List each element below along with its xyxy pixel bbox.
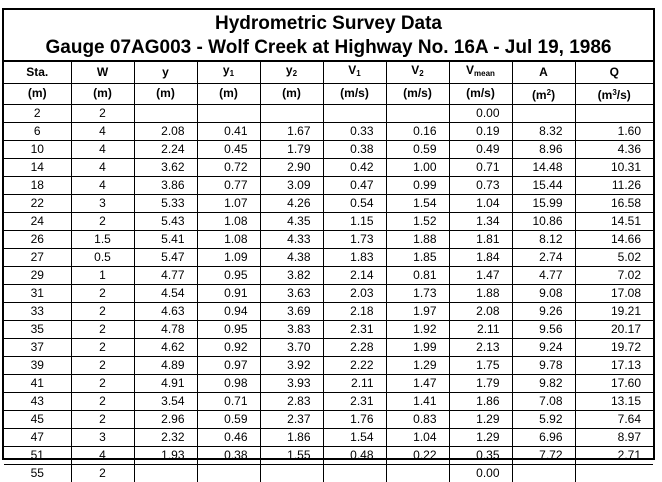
cell-y1: 0.92: [197, 338, 260, 356]
cell-a: [512, 464, 575, 482]
table-row: [4, 338, 653, 356]
cell-y2: 1.55: [260, 446, 323, 464]
cell-v2: 1.85: [386, 248, 449, 266]
table-row: [4, 392, 653, 410]
cell-v2: 1.73: [386, 284, 449, 302]
cell-y2: 4.38: [260, 248, 323, 266]
cell-sta: 31: [4, 284, 71, 302]
cell-vmean: 1.81: [449, 230, 512, 248]
cell-y1: 0.59: [197, 410, 260, 428]
cell-q: 10.31: [575, 158, 653, 176]
cell-vmean: 2.13: [449, 338, 512, 356]
cell-y1: [197, 104, 260, 122]
cell-q: 13.15: [575, 392, 653, 410]
cell-sta: 10: [4, 140, 71, 158]
cell-y2: 4.26: [260, 194, 323, 212]
header-q: Q: [575, 62, 653, 83]
cell-a: 9.82: [512, 374, 575, 392]
cell-w: 4: [71, 446, 134, 464]
cell-a: 10.86: [512, 212, 575, 230]
cell-a: 9.26: [512, 302, 575, 320]
cell-v2: 0.59: [386, 140, 449, 158]
cell-sta: 18: [4, 176, 71, 194]
unit-vmean: (m/s): [449, 83, 512, 104]
cell-y: 4.91: [134, 374, 197, 392]
cell-y2: 3.63: [260, 284, 323, 302]
cell-v1: 0.33: [323, 122, 386, 140]
cell-v1: 2.31: [323, 320, 386, 338]
cell-w: 4: [71, 122, 134, 140]
cell-sta: 33: [4, 302, 71, 320]
cell-a: 9.78: [512, 356, 575, 374]
cell-v1: 0.42: [323, 158, 386, 176]
cell-y: 2.32: [134, 428, 197, 446]
cell-y: 5.43: [134, 212, 197, 230]
cell-sta: 14: [4, 158, 71, 176]
cell-a: 5.92: [512, 410, 575, 428]
cell-y2: 3.93: [260, 374, 323, 392]
cell-a: 7.72: [512, 446, 575, 464]
table-row: [4, 140, 653, 158]
table-row: [4, 446, 653, 464]
cell-sta: 22: [4, 194, 71, 212]
cell-q: 14.51: [575, 212, 653, 230]
cell-vmean: 1.75: [449, 356, 512, 374]
unit-q: $(m^3/s)$: [575, 83, 653, 104]
cell-v1: 1.73: [323, 230, 386, 248]
cell-v2: 1.04: [386, 428, 449, 446]
cell-a: 9.08: [512, 284, 575, 302]
cell-vmean: 0.00: [449, 104, 512, 122]
cell-w: 3: [71, 428, 134, 446]
cell-q: 14.66: [575, 230, 653, 248]
cell-sta: 51: [4, 446, 71, 464]
cell-vmean: 1.29: [449, 428, 512, 446]
cell-vmean: 1.47: [449, 266, 512, 284]
cell-v2: 0.81: [386, 266, 449, 284]
cell-y2: 1.86: [260, 428, 323, 446]
cell-a: 2.74: [512, 248, 575, 266]
cell-a: 14.48: [512, 158, 575, 176]
cell-v1: 2.28: [323, 338, 386, 356]
units-row: [4, 83, 653, 104]
unit-y1: (m): [197, 83, 260, 104]
cell-q: 7.64: [575, 410, 653, 428]
cell-y1: 0.95: [197, 320, 260, 338]
table-row: [4, 284, 653, 302]
cell-y1: 0.71: [197, 392, 260, 410]
cell-y: 4.63: [134, 302, 197, 320]
table-row: [4, 374, 653, 392]
cell-y1: 0.45: [197, 140, 260, 158]
cell-q: 11.26: [575, 176, 653, 194]
cell-q: 4.36: [575, 140, 653, 158]
cell-sta: 27: [4, 248, 71, 266]
cell-v1: 1.76: [323, 410, 386, 428]
cell-y2: 3.83: [260, 320, 323, 338]
cell-v1: 1.54: [323, 428, 386, 446]
cell-y2: 1.67: [260, 122, 323, 140]
cell-v2: 0.99: [386, 176, 449, 194]
cell-v1: 0.47: [323, 176, 386, 194]
cell-v2: 1.00: [386, 158, 449, 176]
cell-vmean: 1.79: [449, 374, 512, 392]
cell-v2: 0.22: [386, 446, 449, 464]
cell-y: 2.08: [134, 122, 197, 140]
cell-y1: 0.91: [197, 284, 260, 302]
cell-y1: 1.08: [197, 230, 260, 248]
cell-a: 8.32: [512, 122, 575, 140]
cell-sta: 29: [4, 266, 71, 284]
cell-vmean: 1.86: [449, 392, 512, 410]
cell-y2: 1.79: [260, 140, 323, 158]
cell-sta: 6: [4, 122, 71, 140]
cell-a: 9.24: [512, 338, 575, 356]
cell-y1: 0.41: [197, 122, 260, 140]
table-row: [4, 356, 653, 374]
header-y2: $y_2$: [260, 62, 323, 83]
cell-y2: [260, 104, 323, 122]
cell-y: [134, 104, 197, 122]
cell-y2: [260, 464, 323, 482]
header-v2: $V_2$: [386, 62, 449, 83]
cell-sta: 24: [4, 212, 71, 230]
table-row: [4, 266, 653, 284]
cell-v1: 0.54: [323, 194, 386, 212]
cell-y2: 3.69: [260, 302, 323, 320]
cell-v2: 1.88: [386, 230, 449, 248]
cell-v1: 2.14: [323, 266, 386, 284]
cell-sta: 43: [4, 392, 71, 410]
cell-w: 2: [71, 410, 134, 428]
cell-q: 17.08: [575, 284, 653, 302]
page-subtitle: Gauge 07AG003 - Wolf Creek at Highway No. 16A - Jul 19, 1986: [45, 37, 612, 58]
cell-y: 5.47: [134, 248, 197, 266]
cell-y1: 1.09: [197, 248, 260, 266]
table-row: [4, 410, 653, 428]
cell-y2: 3.70: [260, 338, 323, 356]
cell-w: 4: [71, 176, 134, 194]
cell-w: 4: [71, 158, 134, 176]
table-row: [4, 302, 653, 320]
table-row: [4, 158, 653, 176]
cell-w: 0.5: [71, 248, 134, 266]
cell-y2: 4.33: [260, 230, 323, 248]
cell-v2: 1.54: [386, 194, 449, 212]
cell-vmean: 1.34: [449, 212, 512, 230]
header-w: W: [71, 62, 134, 83]
cell-y: 4.62: [134, 338, 197, 356]
cell-w: 1: [71, 266, 134, 284]
cell-y: 3.54: [134, 392, 197, 410]
unit-v1: (m/s): [323, 83, 386, 104]
cell-w: 2: [71, 338, 134, 356]
cell-y: 3.62: [134, 158, 197, 176]
cell-y1: [197, 464, 260, 482]
header-y: y: [134, 62, 197, 83]
cell-vmean: 0.00: [449, 464, 512, 482]
cell-v1: 2.03: [323, 284, 386, 302]
cell-y2: 3.92: [260, 356, 323, 374]
cell-y1: 0.94: [197, 302, 260, 320]
cell-q: 17.13: [575, 356, 653, 374]
cell-y1: 1.08: [197, 212, 260, 230]
cell-y: 2.96: [134, 410, 197, 428]
cell-v1: 2.11: [323, 374, 386, 392]
cell-v2: 1.47: [386, 374, 449, 392]
cell-a: 6.96: [512, 428, 575, 446]
cell-v2: 1.97: [386, 302, 449, 320]
cell-q: 17.60: [575, 374, 653, 392]
cell-sta: 37: [4, 338, 71, 356]
table-row: [4, 212, 653, 230]
unit-y: (m): [134, 83, 197, 104]
cell-q: 1.60: [575, 122, 653, 140]
table-row: [4, 248, 653, 266]
table-row: [4, 176, 653, 194]
cell-v2: 1.41: [386, 392, 449, 410]
cell-a: [512, 104, 575, 122]
cell-q: [575, 464, 653, 482]
cell-a: 15.99: [512, 194, 575, 212]
cell-y1: 0.98: [197, 374, 260, 392]
cell-w: 2: [71, 302, 134, 320]
cell-q: 16.58: [575, 194, 653, 212]
cell-y: 5.41: [134, 230, 197, 248]
cell-q: 20.17: [575, 320, 653, 338]
cell-v1: 2.31: [323, 392, 386, 410]
cell-y: 3.86: [134, 176, 197, 194]
cell-y: 5.33: [134, 194, 197, 212]
cell-v2: 0.83: [386, 410, 449, 428]
header-vmean: $V_{mean}$: [449, 62, 512, 83]
cell-v2: 1.92: [386, 320, 449, 338]
cell-y1: 1.07: [197, 194, 260, 212]
cell-v2: 0.16: [386, 122, 449, 140]
unit-y2: (m): [260, 83, 323, 104]
cell-y: 4.78: [134, 320, 197, 338]
title-block: [4, 10, 653, 62]
cell-vmean: 2.11: [449, 320, 512, 338]
cell-y2: 4.35: [260, 212, 323, 230]
cell-y1: 0.97: [197, 356, 260, 374]
cell-a: 8.12: [512, 230, 575, 248]
cell-q: 19.21: [575, 302, 653, 320]
cell-sta: 39: [4, 356, 71, 374]
cell-w: 4: [71, 140, 134, 158]
cell-y2: 3.09: [260, 176, 323, 194]
table-row: [4, 194, 653, 212]
cell-w: 2: [71, 464, 134, 482]
table-row: [4, 464, 653, 482]
unit-sta: (m): [4, 83, 71, 104]
table-row: [4, 428, 653, 446]
cell-sta: 47: [4, 428, 71, 446]
cell-vmean: 0.19: [449, 122, 512, 140]
cell-y: [134, 464, 197, 482]
cell-vmean: 2.08: [449, 302, 512, 320]
cell-vmean: 1.29: [449, 410, 512, 428]
cell-w: 2: [71, 320, 134, 338]
cell-q: 5.02: [575, 248, 653, 266]
cell-sta: 41: [4, 374, 71, 392]
cell-vmean: 0.35: [449, 446, 512, 464]
cell-vmean: 0.73: [449, 176, 512, 194]
cell-sta: 45: [4, 410, 71, 428]
cell-v1: 1.15: [323, 212, 386, 230]
cell-sta: 35: [4, 320, 71, 338]
header-y1: $y_1$: [197, 62, 260, 83]
cell-q: 8.97: [575, 428, 653, 446]
cell-vmean: 1.04: [449, 194, 512, 212]
cell-sta: 26: [4, 230, 71, 248]
cell-v1: [323, 104, 386, 122]
cell-w: 2: [71, 104, 134, 122]
unit-a: $(m^2)$: [512, 83, 575, 104]
cell-y: 4.89: [134, 356, 197, 374]
unit-v2: (m/s): [386, 83, 449, 104]
cell-vmean: 0.71: [449, 158, 512, 176]
table-row: [4, 320, 653, 338]
cell-y1: 0.95: [197, 266, 260, 284]
unit-w: (m): [71, 83, 134, 104]
cell-q: 2.71: [575, 446, 653, 464]
cell-a: 7.08: [512, 392, 575, 410]
cell-q: [575, 104, 653, 122]
cell-y: 2.24: [134, 140, 197, 158]
header-v1: $V_1$: [323, 62, 386, 83]
cell-v1: 2.22: [323, 356, 386, 374]
cell-y: 4.77: [134, 266, 197, 284]
cell-y2: 2.83: [260, 392, 323, 410]
cell-a: 8.96: [512, 140, 575, 158]
cell-y: 1.93: [134, 446, 197, 464]
cell-v1: 0.38: [323, 140, 386, 158]
survey-sheet: [2, 8, 655, 480]
cell-vmean: 1.84: [449, 248, 512, 266]
cell-y2: 2.90: [260, 158, 323, 176]
survey-table: [4, 62, 653, 482]
cell-w: 2: [71, 374, 134, 392]
page-title: Hydrometric Survey Data: [214, 13, 443, 34]
cell-v2: 1.52: [386, 212, 449, 230]
cell-a: 15.44: [512, 176, 575, 194]
header-sta: Sta.: [4, 62, 71, 83]
cell-y2: 3.82: [260, 266, 323, 284]
header-row: [4, 62, 653, 83]
cell-v1: 1.83: [323, 248, 386, 266]
cell-a: 9.56: [512, 320, 575, 338]
table-row: [4, 122, 653, 140]
cell-y1: 0.72: [197, 158, 260, 176]
cell-q: 19.72: [575, 338, 653, 356]
cell-sta: 55: [4, 464, 71, 482]
cell-v2: 1.29: [386, 356, 449, 374]
cell-v1: 0.48: [323, 446, 386, 464]
cell-w: 3: [71, 194, 134, 212]
cell-sta: 2: [4, 104, 71, 122]
cell-y2: 2.37: [260, 410, 323, 428]
cell-a: 4.77: [512, 266, 575, 284]
cell-y1: 0.46: [197, 428, 260, 446]
table-row: [4, 104, 653, 122]
cell-w: 2: [71, 212, 134, 230]
cell-vmean: 0.49: [449, 140, 512, 158]
cell-v1: 2.18: [323, 302, 386, 320]
table-row: [4, 230, 653, 248]
cell-vmean: 1.88: [449, 284, 512, 302]
cell-v1: [323, 464, 386, 482]
cell-w: 2: [71, 284, 134, 302]
cell-q: 7.02: [575, 266, 653, 284]
cell-y: 4.54: [134, 284, 197, 302]
cell-w: 1.5: [71, 230, 134, 248]
cell-w: 2: [71, 356, 134, 374]
cell-v2: [386, 464, 449, 482]
cell-w: 2: [71, 392, 134, 410]
cell-v2: 1.99: [386, 338, 449, 356]
header-a: A: [512, 62, 575, 83]
cell-y1: 0.77: [197, 176, 260, 194]
cell-y1: 0.38: [197, 446, 260, 464]
cell-v2: [386, 104, 449, 122]
